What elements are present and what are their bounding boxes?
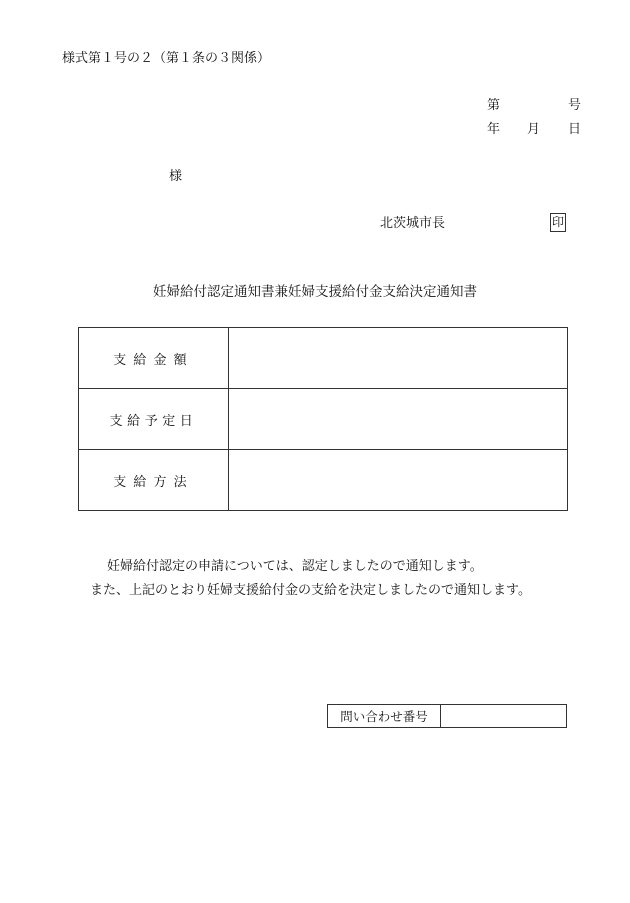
payment-method-label: 支給方法: [79, 450, 229, 511]
body-paragraph-2: また、上記のとおり妊婦支援給付金の支給を決定しましたので通知します。: [90, 583, 531, 598]
date-year: 年: [487, 122, 501, 137]
table-row: [79, 328, 568, 389]
inquiry-number-value: [441, 705, 567, 728]
date-month: 月: [527, 122, 541, 137]
payment-date-label: 支給予定日: [79, 389, 229, 450]
seal-mark: 印: [550, 213, 566, 232]
inquiry-number-box: [327, 704, 567, 728]
date-day: 日: [567, 122, 581, 137]
addressee-honorific: 様: [169, 169, 183, 184]
number-suffix: 号: [567, 98, 581, 113]
inquiry-number-label: 問い合わせ番号: [328, 705, 441, 728]
payment-amount-label: 支給金額: [79, 328, 229, 389]
body-paragraph-1: 妊婦給付認定の申請については、認定しましたので通知します。: [107, 559, 483, 574]
payment-details-table: [78, 327, 568, 511]
document-title: 妊婦給付認定通知書兼妊婦支援給付金支給決定通知書: [153, 284, 477, 300]
table-row: [79, 389, 568, 450]
form-number: 様式第１号の２（第１条の３関係）: [62, 51, 271, 66]
payment-method-value: [229, 450, 568, 511]
payment-amount-value: [229, 328, 568, 389]
number-prefix: 第: [487, 98, 501, 113]
table-row: [328, 705, 567, 728]
table-row: [79, 450, 568, 511]
issuer-name: 北茨城市長: [380, 216, 446, 231]
payment-date-value: [229, 389, 568, 450]
